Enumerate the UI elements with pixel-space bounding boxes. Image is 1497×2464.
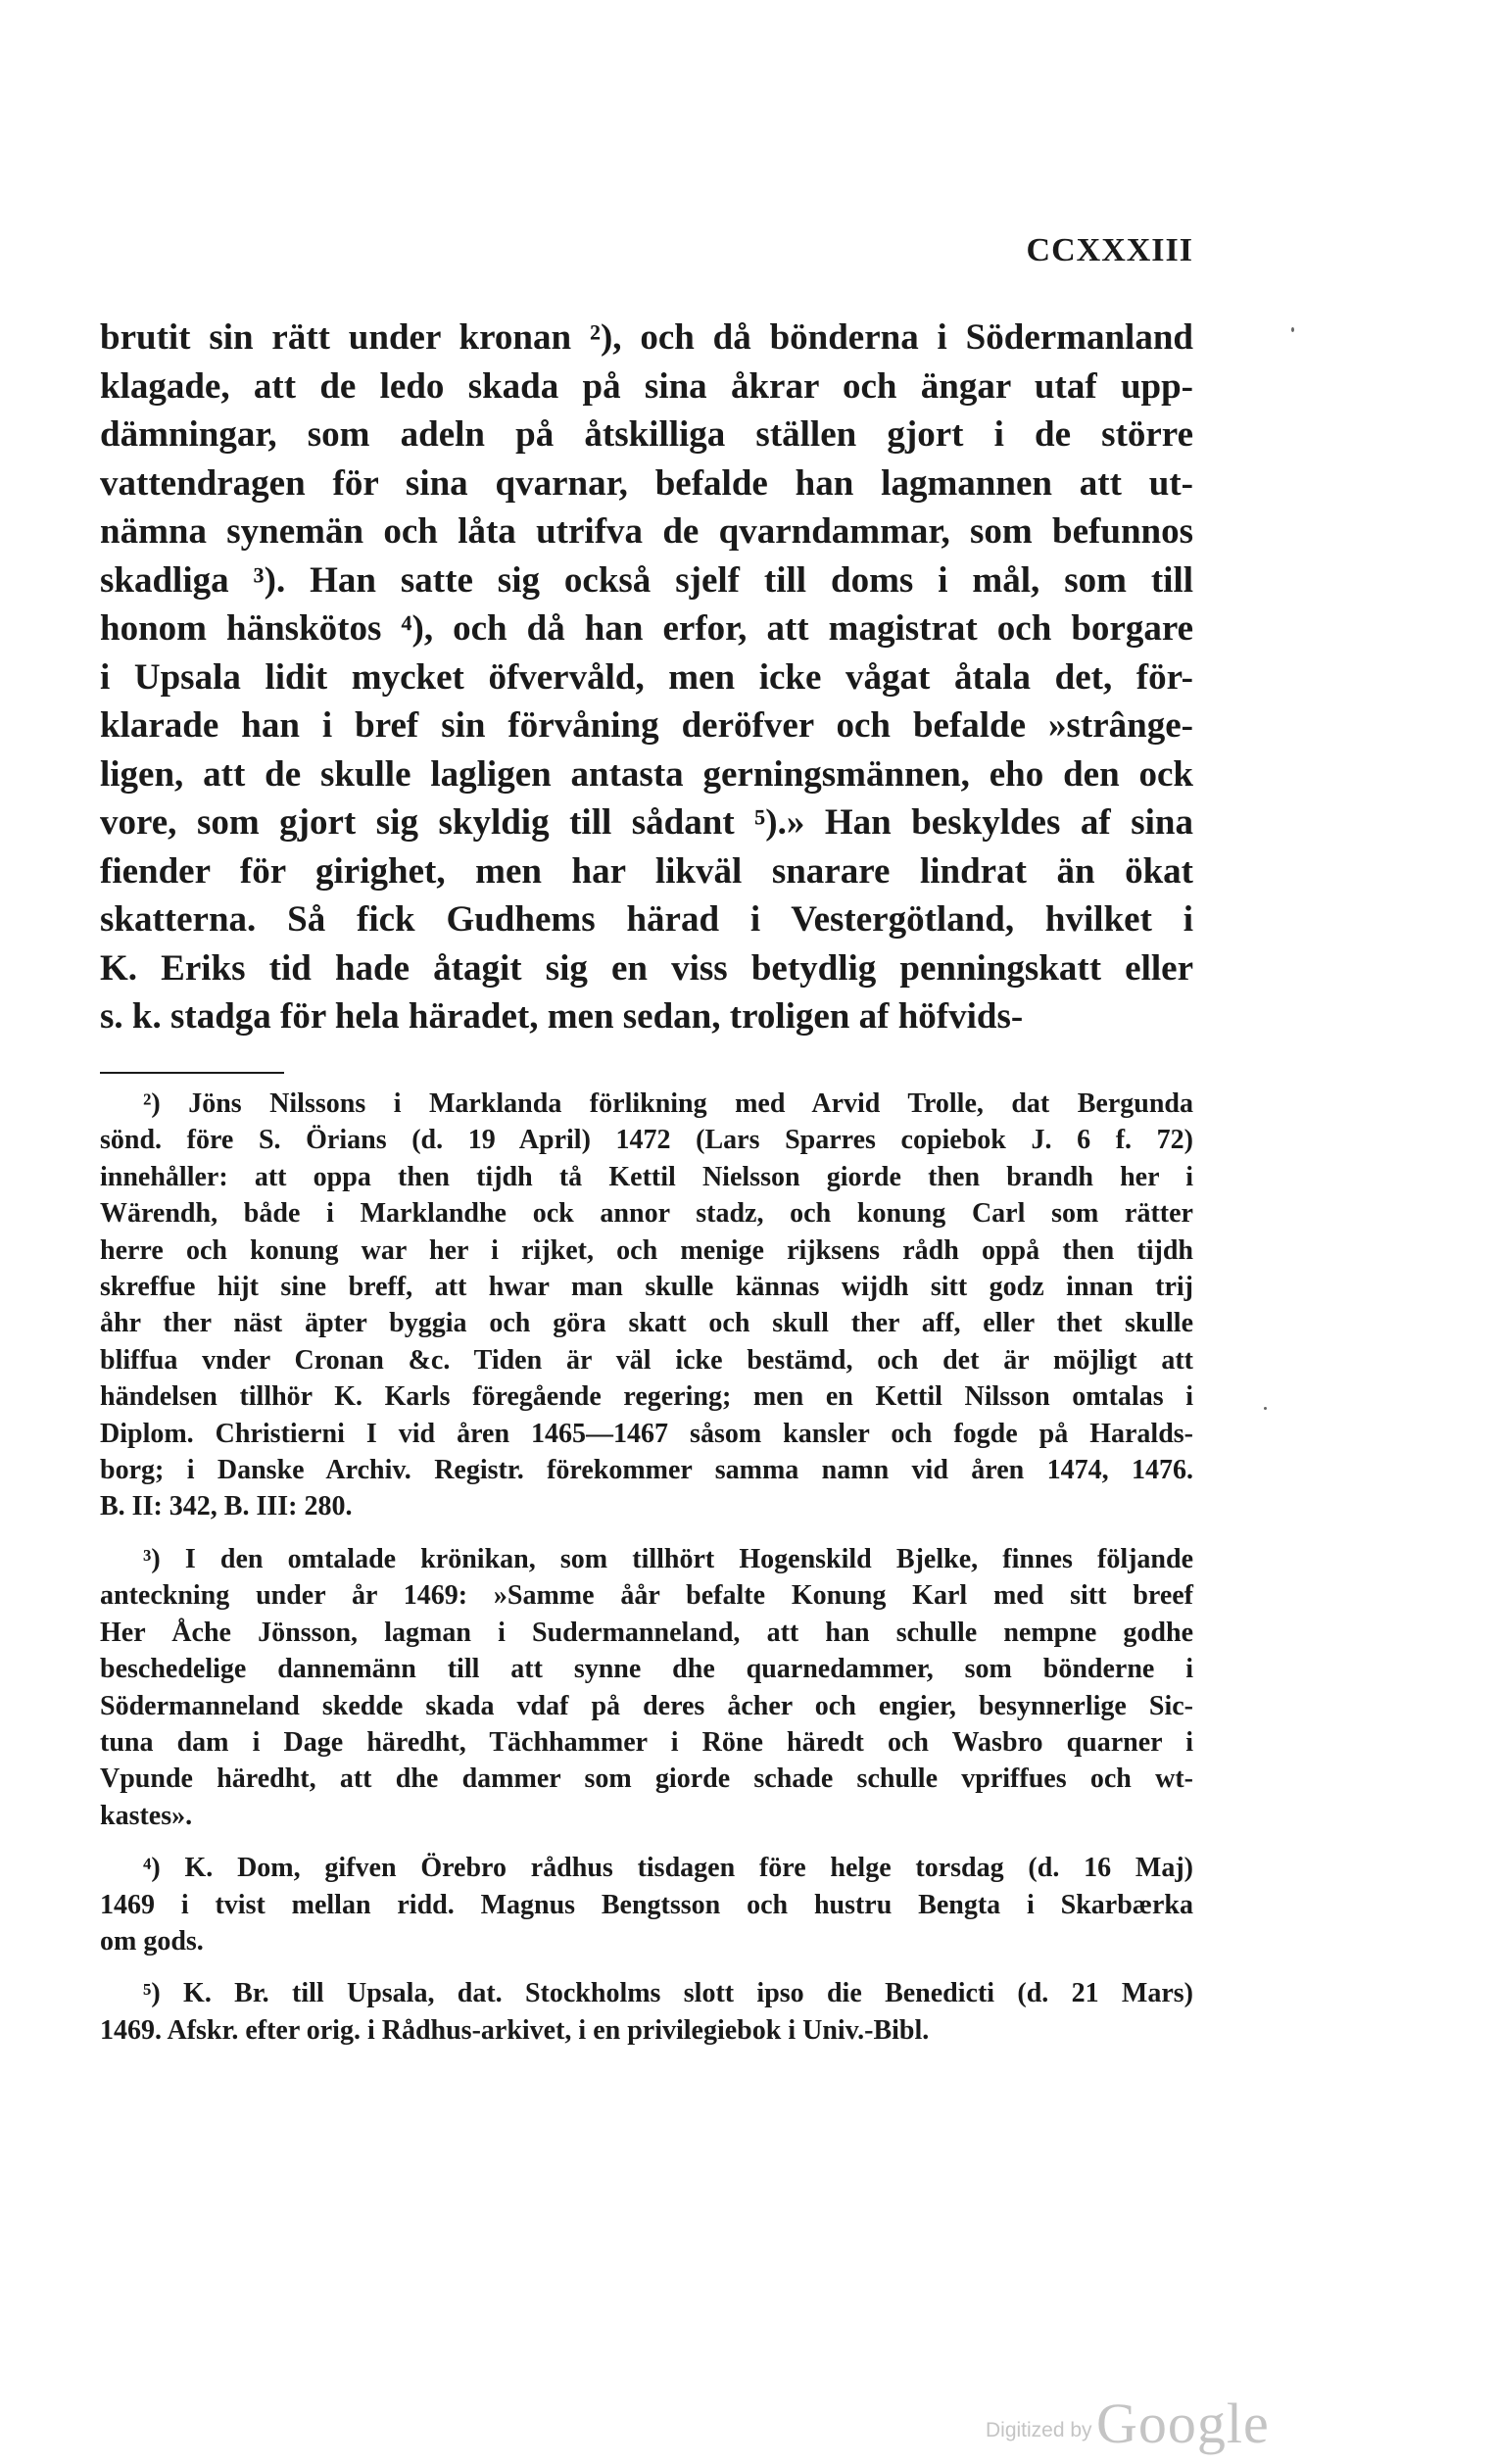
body-line: nämna synemän och låta utrifva de qvarndammar, som befunnos bbox=[100, 511, 1193, 552]
page-number: CCXXXIII bbox=[1026, 232, 1193, 268]
ink-speck bbox=[1291, 327, 1294, 332]
body-line: brutit sin rätt under kronan ²), och då bönderna i Södermanland bbox=[100, 317, 1193, 358]
footnote-line: kastes». bbox=[100, 1800, 193, 1831]
footnote-line: borg; i Danske Archiv. Registr. förekommer samma namn vid åren 1474, 1476. bbox=[100, 1455, 1193, 1486]
footnote-line: bliffua vnder Cronan &c. Tiden är väl icke bestämd, och det är möjligt att bbox=[100, 1344, 1193, 1376]
footnote-line: anteckning under år 1469: »Samme åår befalte Konung Karl med sitt breef bbox=[100, 1580, 1193, 1612]
footnote-line: skreffue hijt sine breff, att hwar man skulle kännas wijdh sitt godz innan trij bbox=[100, 1272, 1193, 1303]
footnote-line: Vpunde häredht, att dhe dammer som giorde schade schulle vpriffues och wt- bbox=[100, 1763, 1193, 1795]
body-line: klarade han i bref sin förvåning deröfver och befalde »strânge- bbox=[100, 705, 1193, 746]
footnote-line: herre och konung war her i rijket, och menige rijksens rådh oppå then tijdh bbox=[100, 1234, 1193, 1266]
watermark-brand: Google bbox=[1096, 2392, 1270, 2455]
footnote-line: sönd. före S. Örians (d. 19 April) 1472 (Lars Sparres copiebok J. 6 f. 72) bbox=[100, 1125, 1193, 1156]
footnote-line: åhr ther näst äpter byggia och göra skatt och skull ther aff, eller thet skulle bbox=[100, 1308, 1193, 1339]
footnote-line: om gods. bbox=[100, 1925, 204, 1957]
body-line: skatterna. Så fick Gudhems härad i Vestergötland, hvilket i bbox=[100, 899, 1193, 940]
footnote-5 bbox=[100, 1975, 1193, 2049]
body-line: skadliga ³). Han satte sig också sjelf till doms i mål, som till bbox=[100, 559, 1193, 601]
footnote-line: 1469. Afskr. efter orig. i Rådhus-arkivet, i en privilegiebok i Univ.-Bibl. bbox=[100, 2014, 930, 2046]
watermark-prefix: Digitized by bbox=[986, 2419, 1092, 2441]
ink-speck bbox=[1264, 1407, 1267, 1410]
body-text bbox=[100, 314, 1193, 1041]
footnote-line: Diplom. Christierni I vid åren 1465—1467 såsom kansler och fogde på Haralds- bbox=[100, 1418, 1193, 1449]
body-line: K. Eriks tid hade åtagit sig en viss betydlig penningskatt eller bbox=[100, 947, 1193, 989]
body-line: ligen, att de skulle lagligen antasta gerningsmännen, eho den ock bbox=[100, 753, 1193, 795]
footnote-line: Her Åche Jönsson, lagman i Sudermanneland, att han schulle nempne godhe bbox=[100, 1617, 1193, 1648]
footnote-3 bbox=[100, 1541, 1193, 1834]
footnote-line: tuna dam i Dage häredht, Tächhammer i Röne häredt och Wasbro quarner i bbox=[100, 1726, 1193, 1758]
digitized-by-watermark bbox=[986, 2391, 1270, 2456]
footnote-separator bbox=[100, 1072, 284, 1074]
footnote-line: ²) Jöns Nilssons i Marklanda förlikning med Arvid Trolle, dat Bergunda bbox=[143, 1088, 1193, 1119]
footnote-line: beschedelige dannemänn till att synne dhe quarnedammer, som bönderne i bbox=[100, 1654, 1193, 1685]
body-line: honom hänskötos ⁴), och då han erfor, att magistrat och borgare bbox=[100, 608, 1193, 649]
body-line: s. k. stadga för hela häradet, men sedan, troligen af höfvids- bbox=[100, 996, 1024, 1037]
footnote-line: Wärendh, både i Marklandhe ock annor stadz, och konung Carl som rätter bbox=[100, 1198, 1193, 1230]
footnote-line: ⁴) K. Dom, gifven Örebro rådhus tisdagen före helge torsdag (d. 16 Maj) bbox=[143, 1853, 1193, 1884]
body-line: dämningar, som adeln på åtskilliga ställen gjort i de större bbox=[100, 414, 1193, 455]
footnote-line: innehåller: att oppa then tijdh tå Kettil Nielsson giorde then brandh her i bbox=[100, 1161, 1193, 1192]
footnote-line: ³) I den omtalade krönikan, som tillhört Hogenskild Bjelke, finnes följande bbox=[143, 1543, 1193, 1574]
footnote-2 bbox=[100, 1086, 1193, 1525]
body-line: fiender för girighet, men har likväl snarare lindrat än ökat bbox=[100, 850, 1193, 892]
footnote-line: 1469 i tvist mellan ridd. Magnus Bengtsson och hustru Bengta i Skarbærka bbox=[100, 1889, 1193, 1920]
body-line: klagade, att de ledo skada på sina åkrar och ängar utaf upp- bbox=[100, 365, 1193, 407]
footnote-4 bbox=[100, 1850, 1193, 1959]
footnote-line: Södermanneland skedde skada vdaf på deres åcher och engier, besynnerlige Sic- bbox=[100, 1690, 1193, 1721]
body-line: i Upsala lidit mycket öfvervåld, men icke vågat åtala det, för- bbox=[100, 656, 1193, 698]
footnote-line: händelsen tillhör K. Karls föregående regering; men en Kettil Nilsson omtalas i bbox=[100, 1381, 1193, 1413]
footnote-line: B. II: 342, B. III: 280. bbox=[100, 1491, 353, 1522]
body-line: vore, som gjort sig skyldig till sådant ⁵).» Han beskyldes af sina bbox=[100, 802, 1193, 843]
body-line: vattendragen för sina qvarnar, befalde han lagmannen att ut- bbox=[100, 462, 1193, 504]
footnotes bbox=[100, 1086, 1193, 2064]
footnote-line: ⁵) K. Br. till Upsala, dat. Stockholms slott ipso die Benedicti (d. 21 Mars) bbox=[143, 1978, 1193, 2009]
